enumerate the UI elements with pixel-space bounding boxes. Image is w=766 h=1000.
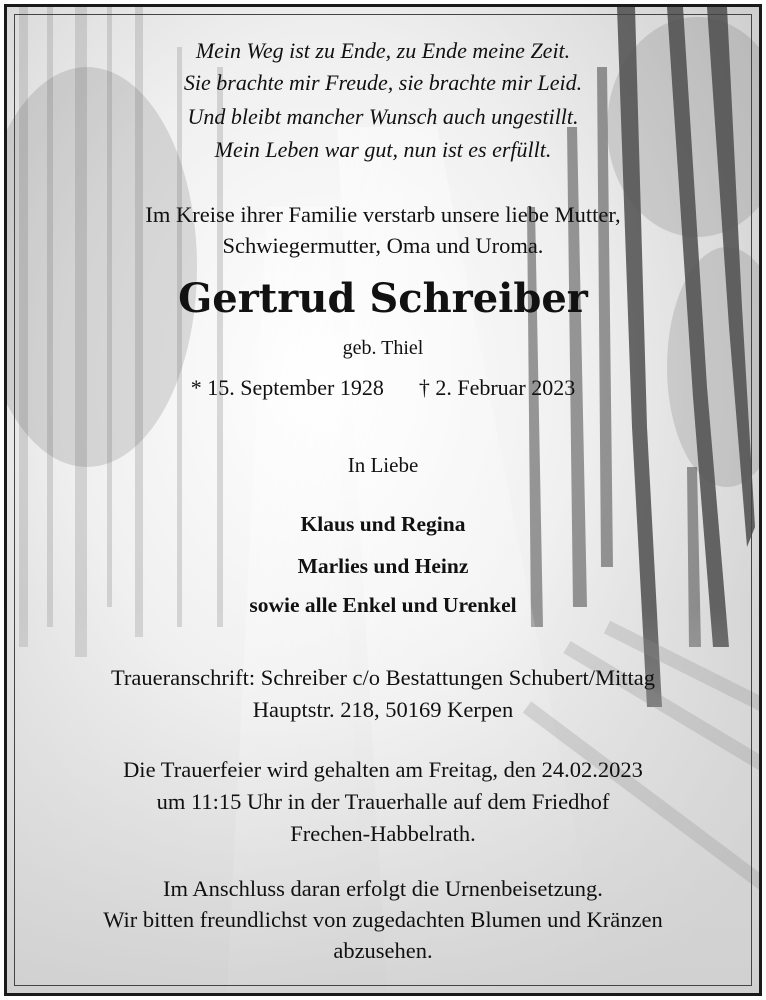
address-line-1: Traueranschrift: Schreiber c/o Bestattungen Schubert/Mittag [110, 665, 656, 690]
mourner-1: Klaus und Regina [300, 512, 466, 536]
intro-line-2: Schwiegermutter, Oma und Uroma. [222, 233, 544, 258]
ceremony-line-1: Die Trauerfeier wird gehalten am Freitag, den 24.02.2023 [123, 757, 643, 782]
intro-line-1: Im Kreise ihrer Familie verstarb unsere liebe Mutter, [145, 202, 621, 227]
mourners-intro: In Liebe [347, 453, 419, 477]
obituary-text [7, 7, 759, 993]
poem-line-4: Mein Leben war gut, nun ist es erfüllt. [214, 137, 552, 162]
poem-line-1: Mein Weg ist zu Ende, zu Ende meine Zeit. [195, 38, 571, 63]
mourner-2: Marlies und Heinz [297, 554, 469, 578]
closing-line-2: Wir bitten freundlichst von zugedachten Blumen und Kränzen [103, 907, 663, 932]
closing-line-3: abzusehen. [333, 938, 433, 963]
poem-line-3: Und bleibt mancher Wunsch auch ungestillt. [187, 104, 579, 129]
ceremony-line-2: um 11:15 Uhr in der Trauerhalle auf dem Friedhof [156, 789, 610, 814]
obituary-card [4, 4, 762, 996]
address-line-2: Hauptstr. 218, 50169 Kerpen [252, 697, 514, 722]
closing-line-1: Im Anschluss daran erfolgt die Urnenbeisetzung. [163, 876, 603, 901]
deceased-name: Gertrud Schreiber [178, 275, 588, 322]
life-dates [7, 375, 759, 401]
birth-date: * 15. September 1928 [190, 375, 384, 400]
ceremony-line-3: Frechen-Habbelrath. [290, 821, 476, 846]
death-date: † 2. Februar 2023 [418, 375, 576, 400]
mourner-3: sowie alle Enkel und Urenkel [249, 593, 517, 617]
poem-line-2: Sie brachte mir Freude, sie brachte mir Leid. [183, 70, 583, 95]
maiden-name: geb. Thiel [342, 337, 424, 359]
